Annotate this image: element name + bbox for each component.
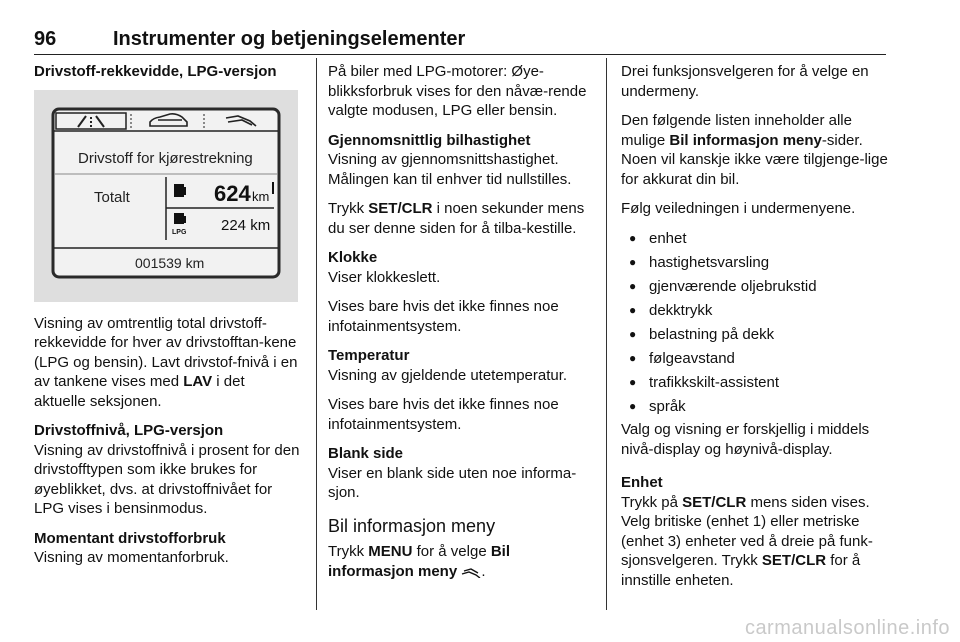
display-total-label: Totalt (94, 188, 130, 206)
display-value-lpg: 224 km (221, 216, 271, 234)
paragraph: Viser en blank side uten noe informa-sjon. (328, 464, 577, 501)
display-lpg-label: LPG (172, 228, 187, 236)
section-heading: Blank side (328, 445, 404, 462)
paragraph: Trykk MENU for å velge Bil informasjon meny . (328, 542, 594, 583)
list-item: ● gjenværende oljebrukstid (621, 277, 889, 297)
list-item: ● belastning på dekk (621, 325, 889, 345)
paragraph: Følg veiledningen i undermenyene. (621, 200, 856, 217)
section-heading: Momentant drivstofforbruk (34, 529, 226, 547)
list-item: ● enhet (621, 229, 889, 249)
section-heading-large: Bil informasjon meny (328, 515, 496, 536)
column-divider (316, 58, 317, 610)
paragraph: Trykk SET/CLR i noen sekunder mens du ser denne siden for å tilba-kestille. (328, 200, 585, 237)
display-odometer: 001539 km (135, 254, 205, 271)
section-heading: Drivstoffnivå, LPG-versjon (34, 422, 224, 439)
paragraph: Visning av momentanforbruk. (34, 549, 229, 566)
section-heading: Temperatur (328, 347, 410, 364)
section-heading: Enhet (621, 474, 663, 491)
paragraph: Visning av drivstoffnivå i prosent for den drivstofftypen som ikke brukes for øyeblikket, dvs. at drivstoffnivået for LPG vises i bensinmodus. (34, 441, 300, 517)
paragraph: På biler med LPG-motorer: Øye-blikksforbruk vises for den nåvæ-rende valgte modusen, LPG eller bensin. (328, 63, 587, 119)
display-illustration (34, 90, 298, 302)
bullet-list (621, 229, 889, 417)
paragraph: Drei funksjonsvelgeren for å velge en undermeny. (621, 63, 869, 100)
car-menu-icon (461, 564, 481, 584)
section-heading: Drivstoff-rekkevidde, LPG-versjon (34, 63, 277, 80)
paragraph: Visning av gjennomsnittshastighet. Målingen kan til enhver tid nullstilles. (328, 151, 572, 188)
paragraph: Viser klokkeslett. (328, 268, 441, 286)
column-1 (34, 62, 300, 578)
list-item: ● dekktrykk (621, 301, 889, 321)
paragraph: Valg og visning er forskjellig i middels nivå-display og høynivå-display. (621, 421, 870, 458)
paragraph: Vises bare hvis det ikke finnes noe infotainmentsystem. (328, 298, 559, 335)
column-2 (328, 62, 594, 593)
paragraph: Vises bare hvis det ikke finnes noe infotainmentsystem. (328, 396, 559, 433)
section-heading: Klokke (328, 249, 378, 266)
list-item: ● trafikkskilt-assistent (621, 373, 889, 393)
paragraph: Den følgende listen inneholder alle mulige Bil informasjon meny-sider. Noen vil kanskje ikke være tilgjenge-lige for akkurat din bil. (621, 112, 888, 188)
paragraph: Visning av gjeldende utetemperatur. (328, 366, 568, 384)
paragraph: Visning av omtrentlig total drivstoff-rekkevidde for hver av drivstofftan-kene (LPG og bensin). Lavt drivstof-fnivå i en av tankene vises med LAV i det aktuelle seksjonen. (34, 314, 298, 410)
list-item: ● hastighetsvarsling (621, 253, 889, 273)
instrument-display-figure (34, 90, 298, 302)
watermark: carmanualsonline.info (744, 617, 950, 639)
display-value-petrol: 624 (214, 180, 251, 206)
page-number: 96 (34, 28, 57, 50)
column-3 (621, 62, 889, 600)
display-unit-petrol: km (252, 188, 270, 204)
column-divider (606, 58, 607, 610)
display-title: Drivstoff for kjørestrekning (78, 149, 253, 167)
page-header (34, 26, 886, 55)
section-heading: Gjennomsnittlig bilhastighet (328, 131, 531, 149)
list-item: ● følgeavstand (621, 349, 889, 369)
paragraph: Trykk på SET/CLR mens siden vises. Velg britiske (enhet 1) eller metriske (enhet 3) enheter ved å dreie på funk-sjonsvelgeren. Trykk SET/CLR for å innstille enheten. (621, 493, 873, 589)
list-item: ● språk (621, 397, 889, 417)
page-title: Instrumenter og betjeningselementer (113, 28, 466, 50)
